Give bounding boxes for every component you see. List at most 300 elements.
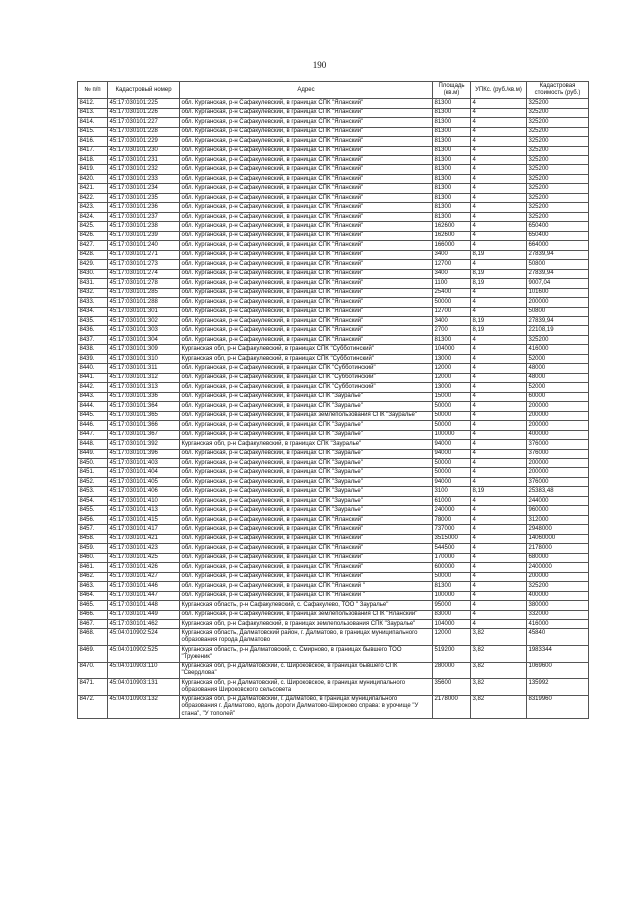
cadastral-cost-cell: 650400 bbox=[527, 231, 589, 240]
area-cell: 95000 bbox=[433, 601, 471, 610]
address-cell: обл. Курганская, р-н Сафакулевский, в границах СПК "Зауралье" bbox=[180, 496, 433, 505]
row-number-cell: 8430. bbox=[78, 269, 108, 278]
cadastral-number-cell: 45:17:030101:406 bbox=[108, 487, 180, 496]
cadastral-number-cell: 45:17:030101:233 bbox=[108, 174, 180, 183]
upks-cell: 4 bbox=[471, 373, 527, 382]
table-row bbox=[78, 477, 589, 486]
upks-cell: 4 bbox=[471, 430, 527, 439]
cadastral-number-cell: 45:17:030101:228 bbox=[108, 127, 180, 136]
row-number-cell: 8413. bbox=[78, 108, 108, 117]
area-cell: 162600 bbox=[433, 231, 471, 240]
address-cell: обл. Курганская, р-н Сафакулевский, в границах СПК "Яланский" bbox=[180, 563, 433, 572]
cadastral-number-cell: 45:17:030101:313 bbox=[108, 383, 180, 392]
table-row bbox=[78, 695, 589, 719]
cadastral-number-cell: 45:17:030101:238 bbox=[108, 222, 180, 231]
row-number-cell: 8433. bbox=[78, 298, 108, 307]
address-cell: обл. Курганская, р-н Сафакулевский, в границах СПК "Зауралье" bbox=[180, 430, 433, 439]
table-row bbox=[78, 165, 589, 174]
cadastral-number-cell: 45:17:030101:301 bbox=[108, 307, 180, 316]
area-cell: 81300 bbox=[433, 165, 471, 174]
upks-cell: 4 bbox=[471, 335, 527, 344]
cadastral-cost-cell: 135992 bbox=[527, 679, 589, 696]
area-cell: 3400 bbox=[433, 269, 471, 278]
address-cell: Курганская обл, р-н Далматовский, г. Далматово, в границах муниципального образования г. Далматово, вдоль дороги Далматово-Широково справа: в урочище "У стана", "У тополей" bbox=[180, 695, 433, 719]
table-row bbox=[78, 525, 589, 534]
cadastral-cost-cell: 325200 bbox=[527, 137, 589, 146]
row-number-cell: 8462. bbox=[78, 572, 108, 581]
upks-cell: 4 bbox=[471, 222, 527, 231]
table-row bbox=[78, 430, 589, 439]
cadastral-number-cell: 45:04:010902:525 bbox=[108, 646, 180, 663]
address-cell: обл. Курганская, р-н Сафакулевский, в границах СПК "Субботинский" bbox=[180, 364, 433, 373]
table-row bbox=[78, 193, 589, 202]
cadastral-number-cell: 45:17:030101:405 bbox=[108, 477, 180, 486]
address-cell: обл. Курганская, р-н Сафакулевский, в границах СПК "Яланский" bbox=[180, 307, 433, 316]
table-row bbox=[78, 298, 589, 307]
address-cell: обл. Курганская, р-н Сафакулевский, в границах СПК "Яланский" bbox=[180, 127, 433, 136]
cadastral-number-cell: 45:17:030101:302 bbox=[108, 316, 180, 325]
table-row bbox=[78, 137, 589, 146]
upks-cell: 4 bbox=[471, 411, 527, 420]
upks-cell: 3,82 bbox=[471, 662, 527, 679]
cadastral-number-cell: 45:17:030101:312 bbox=[108, 373, 180, 382]
address-cell: обл. Курганская, р-н Сафакулевский, в границах СПК "Яланский " bbox=[180, 591, 433, 600]
area-cell: 2700 bbox=[433, 326, 471, 335]
cadastral-cost-cell: 325200 bbox=[527, 335, 589, 344]
area-cell: 1100 bbox=[433, 279, 471, 288]
area-cell: 81300 bbox=[433, 156, 471, 165]
upks-cell: 4 bbox=[471, 534, 527, 543]
table-row bbox=[78, 156, 589, 165]
area-cell: 81300 bbox=[433, 118, 471, 127]
row-number-cell: 8447. bbox=[78, 430, 108, 439]
address-cell: обл. Курганская, р-н Сафакулевский, в границах СПК "Яланский" bbox=[180, 572, 433, 581]
upks-cell: 4 bbox=[471, 288, 527, 297]
upks-cell: 4 bbox=[471, 137, 527, 146]
row-number-cell: 8466. bbox=[78, 610, 108, 619]
cadastral-number-cell: 45:04:010903:132 bbox=[108, 695, 180, 719]
address-cell: обл. Курганская, р-н Сафакулевский, в границах СПК "Яланский" bbox=[180, 212, 433, 221]
upks-cell: 4 bbox=[471, 591, 527, 600]
upks-cell: 4 bbox=[471, 174, 527, 183]
table-row bbox=[78, 222, 589, 231]
table-row bbox=[78, 662, 589, 679]
address-cell: обл. Курганская, р-н Сафакулевский, в границах СПК "Яланский" bbox=[180, 544, 433, 553]
table-row bbox=[78, 127, 589, 136]
upks-cell: 4 bbox=[471, 421, 527, 430]
cadastral-cost-cell: 244000 bbox=[527, 496, 589, 505]
area-cell: 81300 bbox=[433, 184, 471, 193]
row-number-cell: 8421. bbox=[78, 184, 108, 193]
upks-cell: 3,82 bbox=[471, 679, 527, 696]
cadastral-cost-cell: 200000 bbox=[527, 459, 589, 468]
upks-cell: 4 bbox=[471, 298, 527, 307]
upks-cell: 4 bbox=[471, 203, 527, 212]
cadastral-cost-cell: 325200 bbox=[527, 127, 589, 136]
address-cell: обл. Курганская, р-н Сафакулевский, в границах СПК "Яланский" bbox=[180, 288, 433, 297]
area-cell: 3515000 bbox=[433, 534, 471, 543]
row-number-cell: 8452. bbox=[78, 477, 108, 486]
table-row bbox=[78, 241, 589, 250]
row-number-cell: 8469. bbox=[78, 646, 108, 663]
upks-cell: 4 bbox=[471, 212, 527, 221]
cadastral-cost-cell: 376000 bbox=[527, 449, 589, 458]
area-cell: 100000 bbox=[433, 591, 471, 600]
address-cell: обл. Курганская, р-н Сафакулевский, в границах СПК "Яланский" bbox=[180, 298, 433, 307]
upks-cell: 8,19 bbox=[471, 279, 527, 288]
area-cell: 50000 bbox=[433, 572, 471, 581]
upks-cell: 4 bbox=[471, 193, 527, 202]
address-cell: обл. Курганская, р-н Сафакулевский, в границах СПК "Зауралье" bbox=[180, 392, 433, 401]
cadastral-cost-cell: 25383,48 bbox=[527, 487, 589, 496]
cadastral-cost-cell: 1069600 bbox=[527, 662, 589, 679]
header-num: № п/п bbox=[78, 82, 108, 99]
row-number-cell: 8453. bbox=[78, 487, 108, 496]
cadastral-cost-cell: 52000 bbox=[527, 354, 589, 363]
address-cell: обл. Курганская, р-н Сафакулевский, в границах СПК "Яланский" bbox=[180, 269, 433, 278]
area-cell: 166000 bbox=[433, 241, 471, 250]
area-cell: 3400 bbox=[433, 316, 471, 325]
upks-cell: 4 bbox=[471, 364, 527, 373]
cadastral-cost-cell: 325200 bbox=[527, 184, 589, 193]
cadastral-number-cell: 45:17:030101:425 bbox=[108, 553, 180, 562]
table-row bbox=[78, 392, 589, 401]
address-cell: обл. Курганская, р-н Сафакулевский, в границах СПК "Яланский" bbox=[180, 193, 433, 202]
cadastral-number-cell: 45:17:030101:448 bbox=[108, 601, 180, 610]
table-row bbox=[78, 146, 589, 155]
cadastral-number-cell: 45:17:030101:240 bbox=[108, 241, 180, 250]
upks-cell: 4 bbox=[471, 99, 527, 108]
area-cell: 94000 bbox=[433, 477, 471, 486]
row-number-cell: 8429. bbox=[78, 260, 108, 269]
table-row bbox=[78, 260, 589, 269]
cadastral-cost-cell: 650400 bbox=[527, 222, 589, 231]
cadastral-cost-cell: 101600 bbox=[527, 288, 589, 297]
cadastral-cost-cell: 380000 bbox=[527, 601, 589, 610]
cadastral-cost-cell: 2178000 bbox=[527, 544, 589, 553]
table-row bbox=[78, 108, 589, 117]
upks-cell: 4 bbox=[471, 440, 527, 449]
table-row bbox=[78, 506, 589, 515]
row-number-cell: 8442. bbox=[78, 383, 108, 392]
area-cell: 12000 bbox=[433, 373, 471, 382]
row-number-cell: 8467. bbox=[78, 619, 108, 628]
cadastral-number-cell: 45:17:030101:230 bbox=[108, 146, 180, 155]
row-number-cell: 8446. bbox=[78, 421, 108, 430]
upks-cell: 4 bbox=[471, 108, 527, 117]
cadastral-number-cell: 45:17:030101:303 bbox=[108, 326, 180, 335]
cadastral-number-cell: 45:17:030101:426 bbox=[108, 563, 180, 572]
row-number-cell: 8471. bbox=[78, 679, 108, 696]
table-row bbox=[78, 563, 589, 572]
address-cell: Курганская обл, р-н Далматовский, с. Широковское, в границах бывшего СПК "Свердлова" bbox=[180, 662, 433, 679]
cadastral-number-cell: 45:17:030101:234 bbox=[108, 184, 180, 193]
address-cell: Курганская обл, р-н Сафакулевский, в границах СПК "Зауралье" bbox=[180, 440, 433, 449]
row-number-cell: 8470. bbox=[78, 662, 108, 679]
table-row bbox=[78, 316, 589, 325]
row-number-cell: 8441. bbox=[78, 373, 108, 382]
cadastral-cost-cell: 60000 bbox=[527, 392, 589, 401]
table-row bbox=[78, 534, 589, 543]
upks-cell: 8,19 bbox=[471, 269, 527, 278]
cadastral-cost-cell: 325200 bbox=[527, 165, 589, 174]
cadastral-cost-cell: 664000 bbox=[527, 241, 589, 250]
row-number-cell: 8414. bbox=[78, 118, 108, 127]
cadastral-number-cell: 45:17:030101:225 bbox=[108, 99, 180, 108]
area-cell: 25400 bbox=[433, 288, 471, 297]
address-cell: обл. Курганская, р-н Сафакулевский, в границах СПК "Яланский" bbox=[180, 241, 433, 250]
area-cell: 104000 bbox=[433, 619, 471, 628]
area-cell: 81300 bbox=[433, 212, 471, 221]
cadastral-cost-cell: 312000 bbox=[527, 515, 589, 524]
upks-cell: 4 bbox=[471, 449, 527, 458]
table-row bbox=[78, 679, 589, 696]
row-number-cell: 8459. bbox=[78, 544, 108, 553]
area-cell: 12000 bbox=[433, 364, 471, 373]
address-cell: обл. Курганская, р-н Сафакулевский, в границах СПК "Зауралье" bbox=[180, 506, 433, 515]
upks-cell: 4 bbox=[471, 525, 527, 534]
cadastral-number-cell: 45:17:030101:278 bbox=[108, 279, 180, 288]
area-cell: 94000 bbox=[433, 440, 471, 449]
address-cell: обл. Курганская, р-н Сафакулевский, в границах СПК "Субботинский" bbox=[180, 373, 433, 382]
row-number-cell: 8457. bbox=[78, 525, 108, 534]
address-cell: обл. Курганская, р-н Сафакулевский, в границах СПК "Яланский" bbox=[180, 99, 433, 108]
row-number-cell: 8422. bbox=[78, 193, 108, 202]
table-row bbox=[78, 421, 589, 430]
table-row bbox=[78, 582, 589, 591]
upks-cell: 4 bbox=[471, 345, 527, 354]
table-row bbox=[78, 118, 589, 127]
upks-cell: 3,82 bbox=[471, 646, 527, 663]
header-address: Адрес bbox=[180, 82, 433, 99]
row-number-cell: 8448. bbox=[78, 440, 108, 449]
area-cell: 12000 bbox=[433, 629, 471, 646]
upks-cell: 4 bbox=[471, 563, 527, 572]
cadastral-number-cell: 45:17:030101:413 bbox=[108, 506, 180, 515]
address-cell: обл. Курганская, р-н Сафакулевский, в границах СПК "Яланский" bbox=[180, 326, 433, 335]
upks-cell: 4 bbox=[471, 610, 527, 619]
row-number-cell: 8465. bbox=[78, 601, 108, 610]
address-cell: Курганская область, Далматовский район, г. Далматово, в границах муниципального образования города Далматово bbox=[180, 629, 433, 646]
upks-cell: 4 bbox=[471, 156, 527, 165]
address-cell: обл. Курганская, р-н Сафакулевский, в границах СПК "Яланский" bbox=[180, 108, 433, 117]
table-row bbox=[78, 544, 589, 553]
row-number-cell: 8424. bbox=[78, 212, 108, 221]
address-cell: обл. Курганская, р-н Сафакулевский, в границах СПК "Яланский" bbox=[180, 515, 433, 524]
address-cell: обл. Курганская, р-н Сафакулевский, в границах СПК "Яланский" bbox=[180, 279, 433, 288]
upks-cell: 8,19 bbox=[471, 487, 527, 496]
cadastral-number-cell: 45:17:030101:449 bbox=[108, 610, 180, 619]
table-row bbox=[78, 288, 589, 297]
row-number-cell: 8439. bbox=[78, 354, 108, 363]
table-row bbox=[78, 487, 589, 496]
table-row bbox=[78, 411, 589, 420]
row-number-cell: 8425. bbox=[78, 222, 108, 231]
address-cell: обл. Курганская, р-н Сафакулевский, в границах СПК "Зауралье" bbox=[180, 421, 433, 430]
cadastral-number-cell: 45:17:030101:336 bbox=[108, 392, 180, 401]
cadastral-cost-cell: 22108,19 bbox=[527, 326, 589, 335]
cadastral-cost-cell: 325200 bbox=[527, 174, 589, 183]
upks-cell: 4 bbox=[471, 354, 527, 363]
table-row bbox=[78, 496, 589, 505]
address-cell: обл. Курганская, р-н Сафакулевский, в границах СПК "Яланский" bbox=[180, 184, 433, 193]
row-number-cell: 8435. bbox=[78, 316, 108, 325]
address-cell: обл. Курганская, р-н Сафакулевский, в границах СПК "Яланский" bbox=[180, 146, 433, 155]
cadastral-cost-cell: 200000 bbox=[527, 402, 589, 411]
cadastral-cost-cell: 48000 bbox=[527, 373, 589, 382]
upks-cell: 4 bbox=[471, 601, 527, 610]
cadastral-cost-cell: 376000 bbox=[527, 440, 589, 449]
address-cell: обл. Курганская, р-н Сафакулевский, в границах СПК "Яланский" bbox=[180, 174, 433, 183]
area-cell: 519200 bbox=[433, 646, 471, 663]
address-cell: Курганская область, р-н Далматовский, с. Смирново, в границах бывшего ТОО "Труженик" bbox=[180, 646, 433, 663]
cadastral-number-cell: 45:17:030101:285 bbox=[108, 288, 180, 297]
cadastral-number-cell: 45:17:030101:396 bbox=[108, 449, 180, 458]
area-cell: 35600 bbox=[433, 679, 471, 696]
row-number-cell: 8461. bbox=[78, 563, 108, 572]
upks-cell: 4 bbox=[471, 477, 527, 486]
address-cell: обл. Курганская, р-н Сафакулевский, в границах СПК "Зауралье" bbox=[180, 459, 433, 468]
cadastral-number-cell: 45:04:010902:524 bbox=[108, 629, 180, 646]
upks-cell: 4 bbox=[471, 506, 527, 515]
cadastral-cost-cell: 325200 bbox=[527, 156, 589, 165]
area-cell: 81300 bbox=[433, 146, 471, 155]
header-cadastral-cost: Кадастровая стоимость (руб.) bbox=[527, 82, 589, 99]
row-number-cell: 8464. bbox=[78, 591, 108, 600]
cadastral-cost-cell: 960000 bbox=[527, 506, 589, 515]
upks-cell: 4 bbox=[471, 165, 527, 174]
table-row bbox=[78, 619, 589, 628]
address-cell: обл. Курганская, р-н Сафакулевский, в границах СПК "Яланский" bbox=[180, 222, 433, 231]
cadastral-cost-cell: 325200 bbox=[527, 118, 589, 127]
table-row bbox=[78, 212, 589, 221]
address-cell: обл. Курганская, р-н Сафакулевский, в границах СПК "Зауралье" bbox=[180, 402, 433, 411]
cadastral-number-cell: 45:17:030101:365 bbox=[108, 411, 180, 420]
area-cell: 544500 bbox=[433, 544, 471, 553]
upks-cell: 4 bbox=[471, 553, 527, 562]
row-number-cell: 8418. bbox=[78, 156, 108, 165]
address-cell: обл. Курганская, р-н Сафакулевский, в границах СПК "Яланский" bbox=[180, 260, 433, 269]
area-cell: 104000 bbox=[433, 345, 471, 354]
area-cell: 81300 bbox=[433, 335, 471, 344]
upks-cell: 4 bbox=[471, 184, 527, 193]
cadastral-number-cell: 45:17:030101:226 bbox=[108, 108, 180, 117]
table-row bbox=[78, 646, 589, 663]
area-cell: 3100 bbox=[433, 487, 471, 496]
upks-cell: 4 bbox=[471, 572, 527, 581]
address-cell: обл. Курганская, р-н Сафакулевский, в границах СПК "Субботинский" bbox=[180, 383, 433, 392]
address-cell: обл. Курганская, р-н Сафакулевский, в границах СПК "Яланский" bbox=[180, 203, 433, 212]
row-number-cell: 8440. bbox=[78, 364, 108, 373]
area-cell: 3400 bbox=[433, 250, 471, 259]
cadastral-cost-cell: 45840 bbox=[527, 629, 589, 646]
area-cell: 78000 bbox=[433, 515, 471, 524]
address-cell: обл. Курганская, р-н Сафакулевский, в границах СПК "Яланский" bbox=[180, 534, 433, 543]
row-number-cell: 8445. bbox=[78, 411, 108, 420]
area-cell: 50000 bbox=[433, 459, 471, 468]
cadastral-cost-cell: 400000 bbox=[527, 430, 589, 439]
area-cell: 737000 bbox=[433, 525, 471, 534]
table-row bbox=[78, 250, 589, 259]
cadastral-cost-cell: 325200 bbox=[527, 203, 589, 212]
address-cell: обл. Курганская, р-н Сафакулевский, в границах СПК "Яланский" bbox=[180, 335, 433, 344]
upks-cell: 4 bbox=[471, 392, 527, 401]
cadastral-number-cell: 45:17:030101:367 bbox=[108, 430, 180, 439]
cadastral-number-cell: 45:17:030101:229 bbox=[108, 137, 180, 146]
row-number-cell: 8428. bbox=[78, 250, 108, 259]
row-number-cell: 8436. bbox=[78, 326, 108, 335]
cadastral-number-cell: 45:17:030101:311 bbox=[108, 364, 180, 373]
row-number-cell: 8412. bbox=[78, 99, 108, 108]
table-row bbox=[78, 364, 589, 373]
cadastral-number-cell: 45:17:030101:288 bbox=[108, 298, 180, 307]
cadastral-cost-cell: 27839,94 bbox=[527, 316, 589, 325]
upks-cell: 8,19 bbox=[471, 326, 527, 335]
cadastral-number-cell: 45:17:030101:447 bbox=[108, 591, 180, 600]
cadastral-number-cell: 45:17:030101:392 bbox=[108, 440, 180, 449]
cadastral-number-cell: 45:17:030101:227 bbox=[108, 118, 180, 127]
table-row bbox=[78, 601, 589, 610]
area-cell: 50000 bbox=[433, 421, 471, 430]
cadastral-cost-cell: 8319960 bbox=[527, 695, 589, 719]
cadastral-cost-cell: 332000 bbox=[527, 610, 589, 619]
table-row bbox=[78, 203, 589, 212]
address-cell: обл. Курганская, р-н Сафакулевский, в границах СПК "Яланский" bbox=[180, 118, 433, 127]
header-upks: УПКс. (руб./кв.м) bbox=[471, 82, 527, 99]
upks-cell: 4 bbox=[471, 402, 527, 411]
table-row bbox=[78, 335, 589, 344]
cadastral-number-cell: 45:17:030101:273 bbox=[108, 260, 180, 269]
header-cadastral-number: Кадастровый номер bbox=[108, 82, 180, 99]
table-row bbox=[78, 345, 589, 354]
table-row bbox=[78, 440, 589, 449]
table-row bbox=[78, 629, 589, 646]
area-cell: 12700 bbox=[433, 307, 471, 316]
cadastral-cost-cell: 9007,04 bbox=[527, 279, 589, 288]
cadastral-number-cell: 45:17:030101:415 bbox=[108, 515, 180, 524]
cadastral-cost-cell: 200000 bbox=[527, 572, 589, 581]
cadastral-cost-cell: 325200 bbox=[527, 582, 589, 591]
table-row bbox=[78, 591, 589, 600]
address-cell: обл. Курганская, р-н Сафакулевский, в границах СПК "Яланский" bbox=[180, 231, 433, 240]
cadastral-cost-cell: 1983344 bbox=[527, 646, 589, 663]
table-row bbox=[78, 269, 589, 278]
address-cell: обл. Курганская, р-н Сафакулевский, в границах СПК "Яланский" bbox=[180, 165, 433, 174]
row-number-cell: 8451. bbox=[78, 468, 108, 477]
table-row bbox=[78, 307, 589, 316]
cadastral-cost-cell: 680000 bbox=[527, 553, 589, 562]
address-cell: обл. Курганская, р-н Сафакулевский, в границах СПК "Яланский" bbox=[180, 137, 433, 146]
row-number-cell: 8450. bbox=[78, 459, 108, 468]
table-header-row bbox=[78, 82, 589, 99]
cadastral-cost-cell: 325200 bbox=[527, 108, 589, 117]
address-cell: обл. Курганская, р-н Сафакулевский, в границах СПК "Зауралье" bbox=[180, 477, 433, 486]
cadastral-cost-cell: 416000 bbox=[527, 345, 589, 354]
area-cell: 81300 bbox=[433, 99, 471, 108]
table-row bbox=[78, 383, 589, 392]
table-row bbox=[78, 373, 589, 382]
area-cell: 81300 bbox=[433, 193, 471, 202]
area-cell: 61000 bbox=[433, 496, 471, 505]
cadastral-number-cell: 45:17:030101:309 bbox=[108, 345, 180, 354]
cadastral-cost-cell: 325200 bbox=[527, 212, 589, 221]
cadastral-number-cell: 45:17:030101:423 bbox=[108, 544, 180, 553]
cadastral-number-cell: 45:17:030101:274 bbox=[108, 269, 180, 278]
upks-cell: 4 bbox=[471, 241, 527, 250]
table-row bbox=[78, 279, 589, 288]
address-cell: обл. Курганская, р-н Сафакулевский, в границах землепользования СПК "Зауралье" bbox=[180, 411, 433, 420]
table-row bbox=[78, 449, 589, 458]
